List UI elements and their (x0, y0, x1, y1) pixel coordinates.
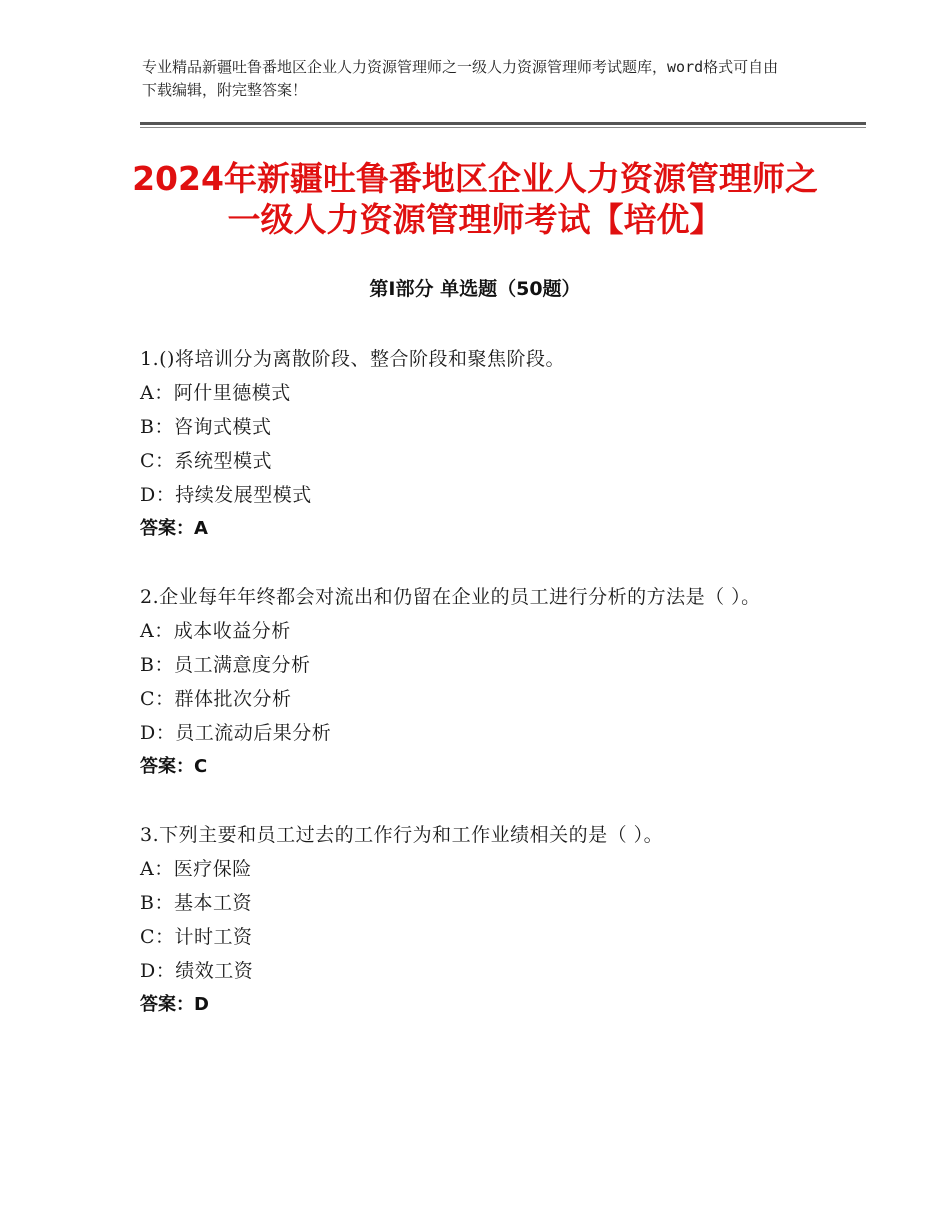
header-note: 专业精品新疆吐鲁番地区企业人力资源管理师之一级人力资源管理师考试题库，word格式可自由下载编辑，附完整答案！ (142, 58, 779, 99)
section-heading: 第Ⅰ部分 单选题（50题） (369, 278, 581, 300)
option-b: B：员工满意度分析 (140, 654, 311, 676)
option-a: A：医疗保险 (140, 858, 252, 880)
question-list (140, 342, 820, 1022)
option-a: A：成本收益分析 (140, 620, 291, 642)
option-b: B：咨询式模式 (140, 416, 272, 438)
question-3 (140, 818, 820, 1022)
option-c: C：系统型模式 (140, 450, 273, 472)
question-2 (140, 580, 820, 784)
option-d: D：员工流动后果分析 (140, 722, 332, 744)
option-c: C：计时工资 (140, 926, 253, 948)
option-d: D：持续发展型模式 (140, 484, 312, 506)
answer-line: 答案：A (140, 518, 208, 539)
header-divider-thin (140, 127, 866, 128)
document-title: 2024年新疆吐鲁番地区企业人力资源管理师之一级人力资源管理师考试【培优】 (132, 159, 818, 239)
question-stem: 2.企业每年年终都会对流出和仍留在企业的员工进行分析的方法是（ ）。 (140, 586, 761, 608)
question-stem: 3.下列主要和员工过去的工作行为和工作业绩相关的是（ ）。 (140, 824, 664, 846)
answer-line: 答案：C (140, 756, 208, 777)
answer-line: 答案：D (140, 994, 209, 1015)
question-1 (140, 342, 820, 546)
option-a: A：阿什里德模式 (140, 382, 291, 404)
question-stem: 1.()将培训分为离散阶段、整合阶段和聚焦阶段。 (140, 348, 565, 370)
option-c: C：群体批次分析 (140, 688, 292, 710)
option-b: B：基本工资 (140, 892, 252, 914)
header-divider-thick (140, 122, 866, 125)
option-d: D：绩效工资 (140, 960, 254, 982)
